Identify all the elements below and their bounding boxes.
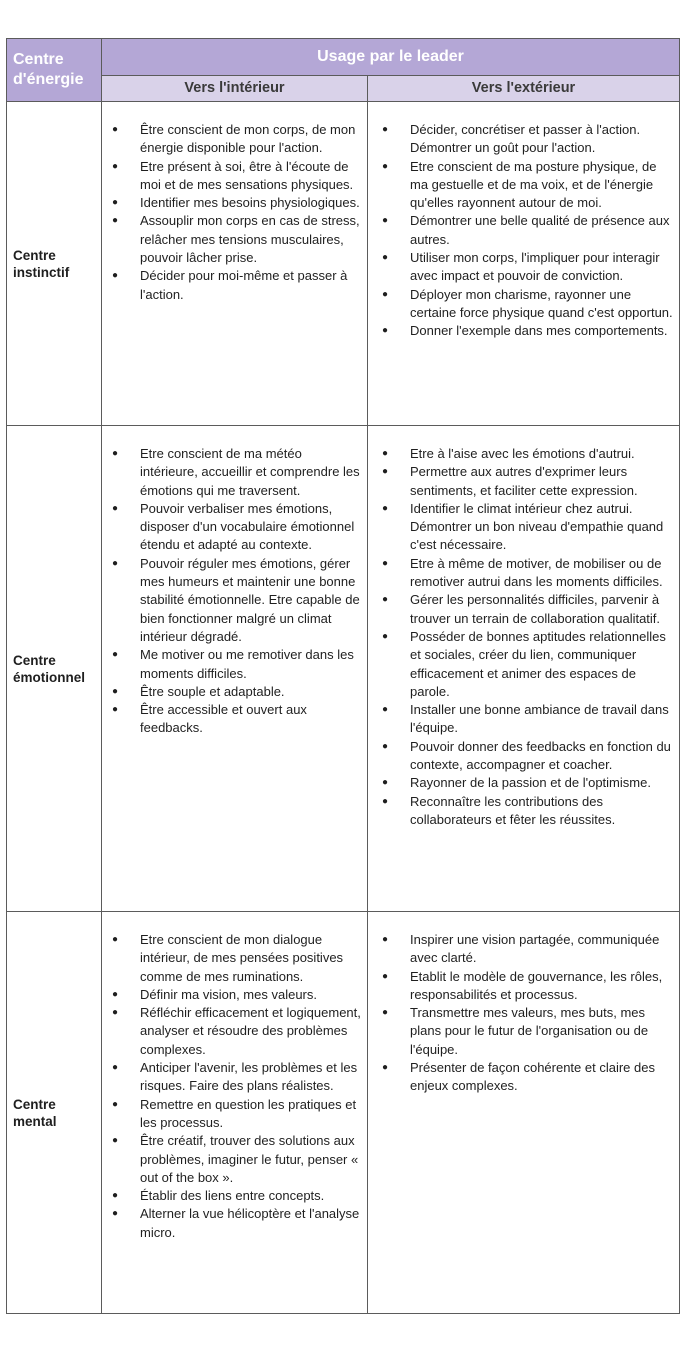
outward-list bbox=[368, 912, 679, 1096]
row-outward-cell bbox=[368, 912, 680, 1313]
header-energy-center: Centre d'énergie bbox=[6, 38, 102, 102]
list-item: ● Identifier mes besoins physiologiques. bbox=[140, 194, 361, 212]
list-item: ● Donner l'exemple dans mes comportements. bbox=[410, 322, 675, 340]
list-item: ● Être accessible et ouvert aux feedbacks. bbox=[140, 701, 361, 738]
list-item: ● Anticiper l'avenir, les problèmes et les risques. Faire des plans réalistes. bbox=[140, 1059, 361, 1096]
row-center-label: Centre instinctif bbox=[6, 102, 102, 425]
table-row-instinctif bbox=[6, 102, 680, 426]
inward-list bbox=[102, 426, 367, 738]
row-center-label: Centre mental bbox=[6, 912, 102, 1313]
outward-list bbox=[368, 102, 679, 341]
list-item: ● Être conscient de mon corps, de mon énergie disponible pour l'action. bbox=[140, 121, 361, 158]
list-item: ● Identifier le climat intérieur chez autrui. Démontrer un bon niveau d'empathie quand c'est nécessaire. bbox=[410, 500, 675, 555]
list-item: ● Être souple et adaptable. bbox=[140, 683, 361, 701]
header-inward: Vers l'intérieur bbox=[102, 76, 368, 102]
list-item: ● Etre à même de motiver, de mobiliser ou de remotiver autrui dans les moments difficiles. bbox=[410, 555, 675, 592]
header-leader-usage: Usage par le leader bbox=[102, 38, 680, 76]
inward-list bbox=[102, 102, 367, 304]
table-row-mental bbox=[6, 912, 680, 1314]
list-item: ● Pouvoir réguler mes émotions, gérer mes humeurs et maintenir une bonne stabilité émotionnelle. Etre capable de bien fonctionner malgré un climat intérieur dégradé. bbox=[140, 555, 361, 646]
list-item: ● Etre conscient de mon dialogue intérieur, de mes pensées positives comme de mes ruminations. bbox=[140, 931, 361, 986]
list-item: ● Posséder de bonnes aptitudes relationnelles et sociales, créer du lien, communiquer efficacement et animer des espaces de parole. bbox=[410, 628, 675, 701]
list-item: ● Déployer mon charisme, rayonner une certaine force physique quand c'est opportun. bbox=[410, 286, 675, 323]
row-inward-cell bbox=[102, 102, 368, 425]
list-item: ● Établir des liens entre concepts. bbox=[140, 1187, 361, 1205]
list-item: ● Remettre en question les pratiques et les processus. bbox=[140, 1096, 361, 1133]
list-item: ● Rayonner de la passion et de l'optimisme. bbox=[410, 774, 675, 792]
list-item: ● Permettre aux autres d'exprimer leurs sentiments, et faciliter cette expression. bbox=[410, 463, 675, 500]
list-item: ● Etre à l'aise avec les émotions d'autrui. bbox=[410, 445, 675, 463]
header-outward: Vers l'extérieur bbox=[368, 76, 680, 102]
row-outward-cell bbox=[368, 426, 680, 911]
list-item: ● Transmettre mes valeurs, mes buts, mes plans pour le futur de l'organisation ou de l'équipe. bbox=[410, 1004, 675, 1059]
inward-list bbox=[102, 912, 367, 1242]
list-item: ● Etablit le modèle de gouvernance, les rôles, responsabilités et processus. bbox=[410, 968, 675, 1005]
list-item: ● Reconnaître les contributions des collaborateurs et fêter les réussites. bbox=[410, 793, 675, 830]
list-item: ● Gérer les personnalités difficiles, parvenir à trouver un terrain de collaboration qualitatif. bbox=[410, 591, 675, 628]
list-item: ● Me motiver ou me remotiver dans les moments difficiles. bbox=[140, 646, 361, 683]
list-item: ● Alterner la vue hélicoptère et l'analyse micro. bbox=[140, 1205, 361, 1242]
table-header bbox=[6, 38, 680, 102]
list-item: ● Etre conscient de ma posture physique, de ma gestuelle et de ma voix, et de l'énergie qu'elles rayonnent autour de moi. bbox=[410, 158, 675, 213]
list-item: ● Être créatif, trouver des solutions aux problèmes, imaginer le futur, penser « out of the box ». bbox=[140, 1132, 361, 1187]
list-item: ● Utiliser mon corps, l'impliquer pour interagir avec impact et pouvoir de conviction. bbox=[410, 249, 675, 286]
list-item: ● Démontrer une belle qualité de présence aux autres. bbox=[410, 212, 675, 249]
list-item: ● Décider pour moi-même et passer à l'action. bbox=[140, 267, 361, 304]
row-inward-cell bbox=[102, 426, 368, 911]
list-item: ● Définir ma vision, mes valeurs. bbox=[140, 986, 361, 1004]
list-item: ● Etre conscient de ma météo intérieure, accueillir et comprendre les émotions qui me traversent. bbox=[140, 445, 361, 500]
leadership-energy-table bbox=[6, 38, 680, 1240]
list-item: ● Inspirer une vision partagée, communiquée avec clarté. bbox=[410, 931, 675, 968]
list-item: ● Pouvoir verbaliser mes émotions, disposer d'un vocabulaire émotionnel étendu et adapté au contexte. bbox=[140, 500, 361, 555]
list-item: ● Décider, concrétiser et passer à l'action. Démontrer un goût pour l'action. bbox=[410, 121, 675, 158]
list-item: ● Etre présent à soi, être à l'écoute de moi et de mes sensations physiques. bbox=[140, 158, 361, 195]
list-item: ● Présenter de façon cohérente et claire des enjeux complexes. bbox=[410, 1059, 675, 1096]
table-row-emotionnel bbox=[6, 426, 680, 912]
list-item: ● Réfléchir efficacement et logiquement, analyser et résoudre des problèmes complexes. bbox=[140, 1004, 361, 1059]
outward-list bbox=[368, 426, 679, 829]
list-item: ● Assouplir mon corps en cas de stress, relâcher mes tensions musculaires, pouvoir lâcher prise. bbox=[140, 212, 361, 267]
row-center-label: Centre émotionnel bbox=[6, 426, 102, 911]
list-item: ● Pouvoir donner des feedbacks en fonction du contexte, accompagner et coacher. bbox=[410, 738, 675, 775]
row-inward-cell bbox=[102, 912, 368, 1313]
row-outward-cell bbox=[368, 102, 680, 425]
list-item: ● Installer une bonne ambiance de travail dans l'équipe. bbox=[410, 701, 675, 738]
